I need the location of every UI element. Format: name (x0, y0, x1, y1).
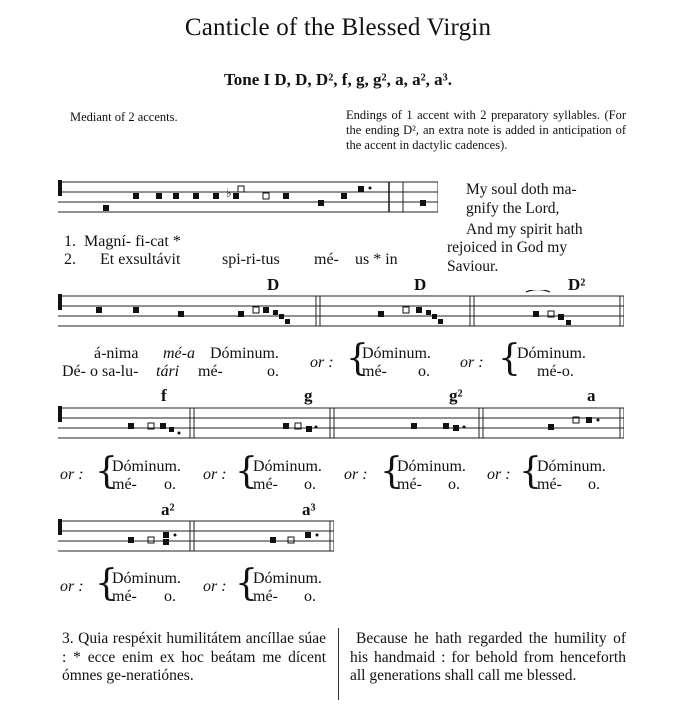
alt1-top: Dóminum. (362, 345, 431, 362)
ending-label-d: D (267, 275, 280, 294)
s2-line1-b: mé-a (163, 345, 195, 362)
staff-1 (58, 176, 438, 226)
s4-alt-top: Dóminum. (112, 570, 181, 587)
s3-alt-bottom-b: o. (448, 476, 460, 493)
s4-alt-bottom-b: o. (164, 588, 176, 605)
s3-alt-bottom-a: mé- (253, 476, 278, 493)
or-label: or : (203, 466, 227, 483)
alt1-bottom-a: mé- (362, 363, 387, 380)
brace: { (380, 451, 403, 492)
endings-note: Endings of 1 accent with 2 preparatory syllables. (For the ending D², an extra note is added in anticipation of the accent in dactylic cadences). (346, 108, 626, 152)
ending-label-a3: a³ (302, 500, 316, 519)
s3-alt-bottom-a: mé- (537, 476, 562, 493)
translation-line-4: rejoiced in God my (447, 239, 568, 256)
s3-alt-bottom-b: o. (304, 476, 316, 493)
ending-label-d2: D² (568, 275, 586, 294)
s3-alt-top: Dóminum. (112, 458, 181, 475)
or-label: or : (60, 578, 84, 595)
brace: { (95, 563, 118, 604)
brace: { (498, 338, 521, 379)
translation-line-5: Saviour. (447, 258, 499, 275)
s4-alt-top: Dóminum. (253, 570, 322, 587)
translation-line-2: gnify the Lord, (466, 200, 560, 217)
verse2-text-c: mé- (314, 251, 339, 268)
ending-label-d-alt: D (414, 275, 427, 294)
s3-alt-bottom-a: mé- (112, 476, 137, 493)
svg-text:♭: ♭ (226, 186, 232, 200)
verse3-english: Because he hath regarded the humility of his handmaid : for behold from henceforth all generations shall call me blessed. (350, 630, 626, 684)
s2-line1-a: á-nima (94, 345, 139, 362)
translation-line-1: My soul doth ma- (466, 181, 577, 198)
brace: { (235, 451, 258, 492)
or-label: or : (60, 466, 84, 483)
verse1-text: Magní- fi-cat * (84, 233, 181, 250)
tone-heading: Tone I D, D, D², f, g, g², a, a², a³. (223, 70, 453, 89)
s3-alt-top: Dóminum. (253, 458, 322, 475)
s3-alt-top: Dóminum. (397, 458, 466, 475)
translation-line-3: And my spirit hath (466, 221, 583, 238)
s4-alt-bottom-a: mé- (112, 588, 137, 605)
ending-label-f: f (161, 386, 167, 405)
mediant-note: Mediant of 2 accents. (70, 110, 178, 124)
or-label: or : (487, 466, 511, 483)
verse2-text-a: Et exsultávit (100, 251, 181, 268)
s3-alt-bottom-a: mé- (397, 476, 422, 493)
alt1-bottom-b: o. (418, 363, 430, 380)
s2-line2-a: Dé- o sa-lu- (62, 363, 139, 380)
s2-line1-c: Dóminum. (210, 345, 279, 362)
s3-alt-top: Dóminum. (537, 458, 606, 475)
or-label: or : (203, 578, 227, 595)
page-title: Canticle of the Blessed Virgin (184, 14, 492, 41)
brace: { (235, 563, 258, 604)
s4-alt-bottom-a: mé- (253, 588, 278, 605)
or-label: or : (460, 354, 484, 371)
verse2-text-b: spi-ri-tus (222, 251, 280, 268)
ending-label-g: g (304, 386, 313, 405)
s3-alt-bottom-b: o. (164, 476, 176, 493)
brace: { (519, 451, 542, 492)
alt2-top: Dóminum. (517, 345, 586, 362)
s4-alt-bottom-b: o. (304, 588, 316, 605)
ending-label-a2: a² (161, 500, 175, 519)
s3-alt-bottom-b: o. (588, 476, 600, 493)
s2-line2-d: o. (267, 363, 279, 380)
verse2-number: 2. (64, 251, 76, 268)
alt2-bottom: mé-o. (537, 363, 574, 380)
ending-label-a: a (587, 386, 596, 405)
s2-line2-b: tári (156, 363, 180, 380)
ending-label-g2: g² (449, 386, 463, 405)
c-clef (58, 180, 62, 196)
column-divider (338, 628, 339, 700)
verse3-latin: 3. Quia respéxit humilitátem ancíllae súae : * ecce enim ex hoc beátam me dícent ómnes ge-neratiónes. (62, 630, 326, 684)
brace: { (95, 451, 118, 492)
or-label: or : (344, 466, 368, 483)
brace: { (346, 338, 369, 379)
verse1-number: 1. (64, 233, 76, 250)
or-label: or : (310, 354, 334, 371)
staff-2 (58, 290, 624, 340)
s2-line2-c: mé- (198, 363, 223, 380)
verse2-text-d: us * in (355, 251, 398, 268)
staff-3 (58, 402, 624, 452)
staff-4 (58, 515, 334, 565)
